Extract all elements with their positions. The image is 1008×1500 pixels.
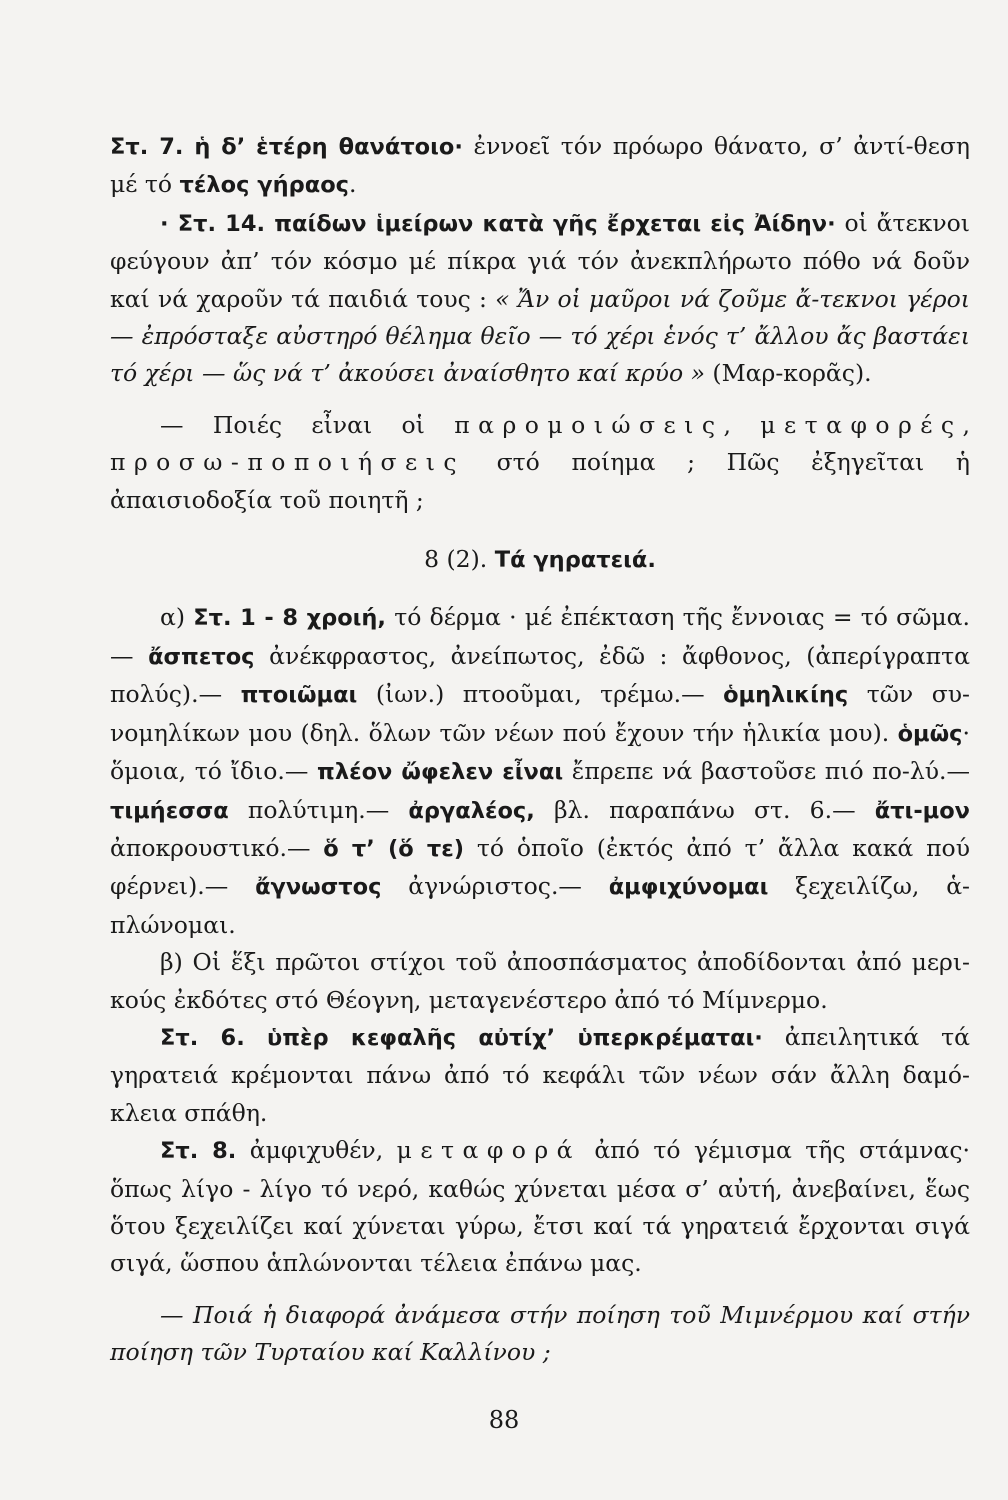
- spaced-term: μεταφορά: [396, 1136, 581, 1165]
- gloss-text: ξεχειλίζω, ἁ-πλώνομαι.: [110, 872, 970, 939]
- quotation-italic: « Ἄν οἱ μαῦροι νά ζοῦμε ἄ-τεκνοι γέροι — ἐπρόσταξε αὐστηρό θέλημα θεῖο — τό χέρι ἑνός τ’ ἄλλου ἄς βαστάει τό χέρι — ὥς νά τ’ ἀκούσει ἀναίσθητο καί κρύο »: [110, 284, 970, 388]
- spaced-term: προσω-ποποιήσεις: [110, 448, 465, 477]
- paragraph-verse-7: [110, 128, 970, 205]
- lemma-bold: πτοιῶμαι: [240, 682, 358, 709]
- lemma-bold: τέλος γήραος: [179, 172, 349, 199]
- question-text: ,: [962, 410, 970, 439]
- gloss-text: ἀπειλητικά τά γηρατειά κρέμονται πάνω ἀπό τό κεφάλι τῶν νέων σάν ἄλλη δαμό-κλεια σπάθη.: [110, 1022, 970, 1127]
- question-text: — Ποιές εἶναι οἱ: [160, 410, 455, 439]
- lemma-bold: ἄτι-μον: [874, 797, 970, 824]
- paragraph-verse-6: [110, 1019, 970, 1132]
- gloss-text: α): [160, 603, 194, 632]
- gloss-text: (ἰων.) πτοοῦμαι, τρέμω.—: [357, 680, 724, 709]
- paragraph-question-1: [110, 407, 970, 519]
- gloss-text: .: [349, 170, 357, 199]
- gloss-text: ἀμφιχυθέν,: [236, 1136, 397, 1165]
- spaced-term: μεταφορές: [760, 410, 963, 439]
- page-number: 88: [488, 1406, 520, 1434]
- lemma-bold: ἄσπετος: [148, 643, 255, 670]
- body-text: [110, 128, 970, 1372]
- gloss-text: ἀνέκφραστος, ἀνείπωτος, ἐδῶ : ἄφθονος, (ἀπερίγραπτα πολύς).—: [110, 641, 970, 709]
- lemma-bold: ὅ τ’ (ὅ τε): [323, 835, 465, 862]
- lemma-bold: ὁμῶς: [897, 720, 963, 747]
- gloss-text: βλ. παραπάνω στ. 6.—: [534, 795, 875, 824]
- gloss-text: τό δέρμα · μέ ἐπέκταση τῆς ἔννοιας = τό σῶμα. —: [110, 603, 970, 670]
- gloss-text: ἀποκρουστικό.—: [110, 833, 324, 862]
- lemma-bold: · Στ. 14. παίδων ἱμείρων κατὰ γῆς ἔρχεται εἰς Ἀίδην·: [160, 210, 836, 237]
- gloss-text: · ὅμοια, τό ἴδιο.—: [110, 718, 970, 786]
- lemma-bold: Στ. 8.: [160, 1138, 237, 1165]
- lemma-bold: Στ. 7. ἡ δ’ ἑτέρη θανάτοιο·: [110, 134, 463, 160]
- paragraph-notes-b: [110, 944, 970, 1019]
- paragraph-question-2: [110, 1297, 970, 1372]
- gloss-text: (Μαρ-κορᾶς).: [704, 359, 872, 388]
- gloss-text: ἀπό τό γέμισμα τῆς στάμνας· ὅπως λίγο - λίγο τό νερό, καθώς χύνεται μέσα σ’ αὐτή, ἀνεβαίνει, ἕως ὅτου ξεχειλίζει καί χύνεται γύρω, ἔτσι καί τά γηρατειά ἔρχονται σιγά σιγά, ὥσπου ἁπλώνονται τέλεια ἐπάνω μας.: [110, 1136, 970, 1278]
- gloss-text: πολύτιμη.—: [228, 795, 409, 824]
- section-number: 8 (2).: [424, 545, 495, 574]
- paragraph-verse-14: [110, 205, 970, 393]
- lemma-bold: ἄγνωστος: [255, 874, 382, 901]
- gloss-text: τό ὁποῖο (ἐκτός ἀπό τ’ ἄλλα κακά πού φέρνει).—: [110, 833, 970, 901]
- question-text: ,: [723, 410, 761, 439]
- spaced-term: παρομοιώσεις: [454, 410, 724, 439]
- gloss-text: οἱ ἄτεκνοι φεύγουν ἀπ’ τόν κόσμο μέ πίκρα γιά τόν ἀνεκπλήρωτο πόθο νά δοῦν καί νά χαροῦν τά παιδιά τους :: [110, 208, 971, 313]
- question-italic: — Ποιά ἡ διαφορά ἀνάμεσα στήν ποίηση τοῦ Μιμνέρμου καί στήν ποίηση τῶν Τυρταίου καί Καλλίνου ;: [110, 1300, 970, 1367]
- question-text: στό ποίημα ; Πῶς ἐξηγεῖται ἡ ἀπαισιοδοξία τοῦ ποιητῆ ;: [110, 448, 970, 514]
- gloss-text: ἐννοεῖ τόν πρόωρο θάνατο, σ’ ἀντί-θεση μέ τό: [110, 132, 970, 199]
- paragraph-notes-a: [110, 599, 970, 944]
- gloss-text: ἔπρεπε νά βαστοῦσε πιό πο-λύ.—: [563, 757, 970, 786]
- lemma-bold: ἀργαλέος,: [408, 797, 535, 824]
- paragraph-verse-8: [110, 1132, 970, 1283]
- section-title: Τά γηρατειά.: [494, 547, 656, 574]
- section-heading: [110, 541, 970, 579]
- gloss-text: β) Οἱ ἕξι πρῶτοι στίχοι τοῦ ἀποσπάσματος ἀποδίδονται ἀπό μερι-κούς ἐκδότες στό Θέογνη, μεταγενέστερο ἀπό τό Μίμνερμο.: [110, 948, 970, 1014]
- lemma-bold: Στ. 1 - 8 χροιή,: [193, 605, 386, 632]
- lemma-bold: Στ. 6. ὑπὲρ κεφαλῆς αὐτίχ’ ὑπερκρέμαται·: [160, 1024, 763, 1051]
- gloss-text: τῶν συ-νομηλίκων μου (δηλ. ὅλων τῶν νέων πού ἔχουν τήν ἡλικία μου).: [110, 680, 970, 747]
- lemma-bold: τιμήεσσα: [110, 797, 229, 824]
- lemma-bold: ἀμφιχύνομαι: [608, 874, 769, 901]
- lemma-bold: πλέον ὤφελεν εἶναι: [317, 759, 564, 786]
- gloss-text: ἀγνώριστος.—: [381, 872, 609, 901]
- lemma-bold: ὁμηλικίης: [723, 682, 849, 709]
